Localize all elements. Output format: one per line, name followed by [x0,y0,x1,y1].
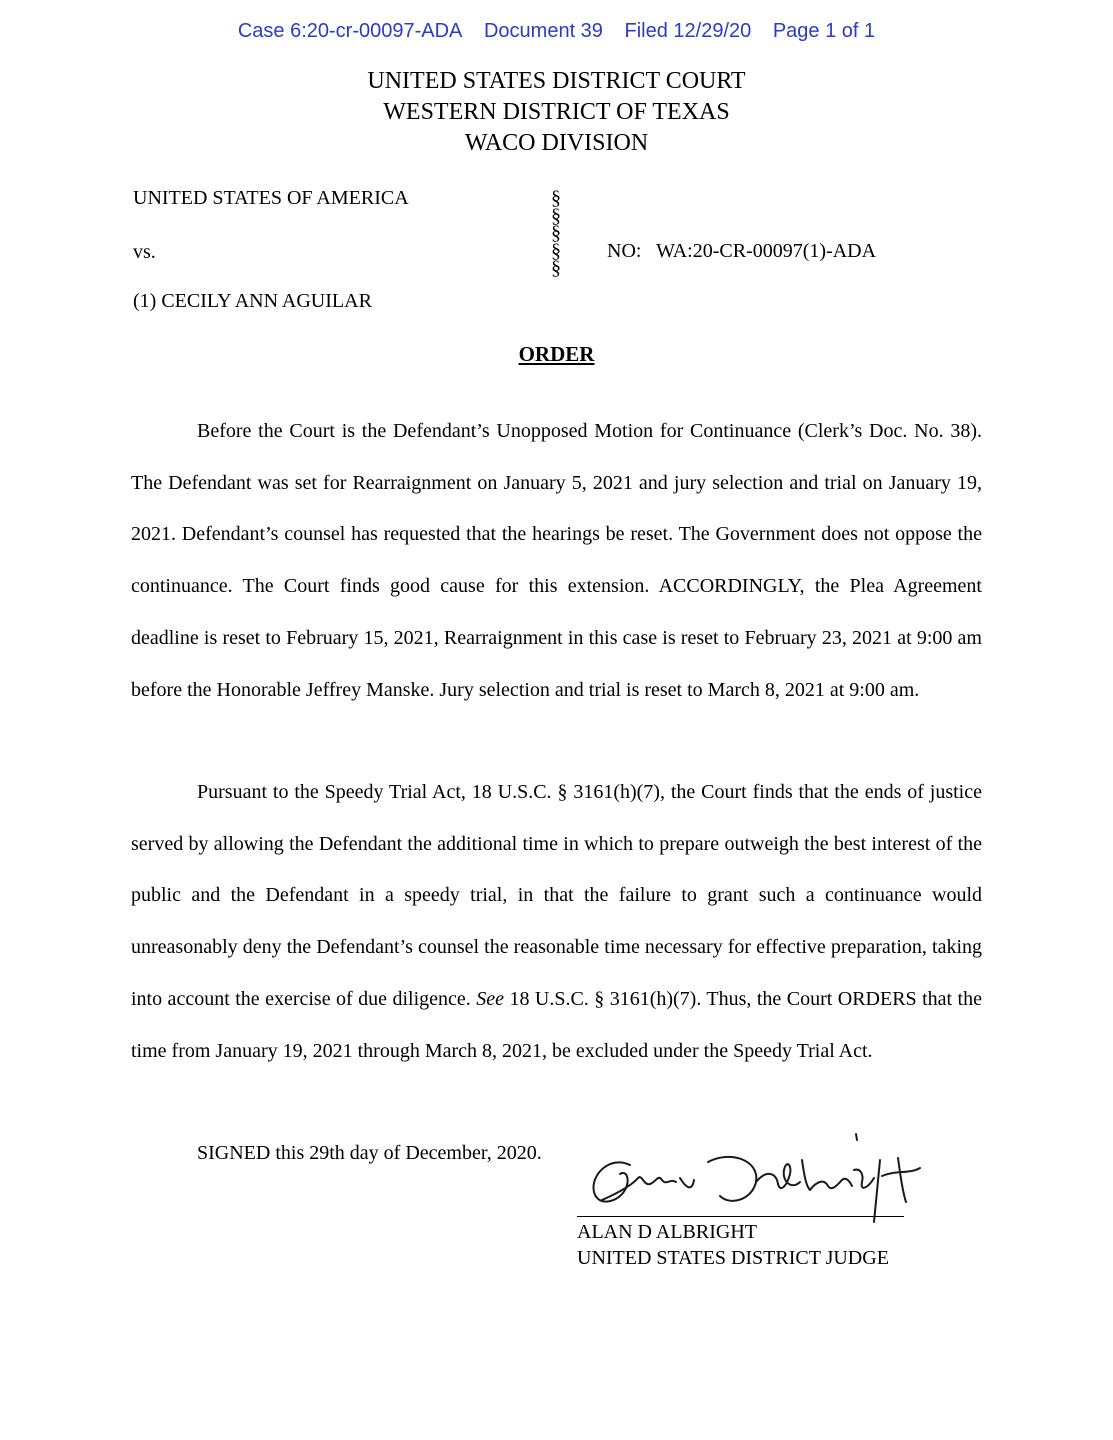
signature-line [577,1216,904,1217]
caption-plaintiff: UNITED STATES OF AMERICA [133,187,409,209]
court-division: WACO DIVISION [464,130,649,156]
judge-name: ALAN D ALBRIGHT [577,1221,757,1243]
section-mark: § [551,187,561,209]
paragraph-2-text [131,767,982,1077]
paragraph-2-part-1: Pursuant to the Speedy Trial Act, 18 U.S.C. § 3161(h)(7), the Court finds that the ends of justice served by allowing the Defendant the additional time in which to prepare outweigh the best interest of the public and the Defendant in a speedy trial, in that the failure to grant such a continuance would unreasonably deny the Defendant’s counsel the reasonable time necessary for effective preparation, taking into account the exercise of due diligence. [131,781,982,1010]
court-district: WESTERN DISTRICT OF TEXAS [383,99,730,125]
paragraph-1-text: Before the Court is the Defendant’s Unopposed Motion for Continuance (Clerk’s Doc. No. 38). The Defendant was set for Rearraignment on January 5, 2021 and jury selection and trial on January 19, 2021. Defendant’s counsel has requested that the hearings be reset. The Government does not oppose the continuance. The Court finds good cause for this extension. ACCORDINGLY, the Plea Agreement deadline is reset to February 15, 2021, Rearraignment in this case is reset to February 23, 2021 at 9:00 am before the Honorable Jeffrey Manske. Jury selection and trial is reset to March 8, 2021 at 9:00 am. [131,420,982,701]
court-heading [0,66,1113,159]
caption-versus: vs. [133,241,156,263]
order-paragraph-1 [131,406,982,716]
paragraph-2-part-2: 18 U.S.C. § 3161(h)(7). Thus, the Court ORDERS that the time from January 19, 2021 through March 8, 2021, be excluded under the Speedy Trial Act. [131,987,982,1062]
case-number: NO: WA:20-CR-00097(1)-ADA [607,240,877,262]
section-mark: § [551,239,561,262]
section-mark-column [551,187,561,279]
caption-defendant: (1) CECILY ANN AGUILAR [133,290,372,312]
section-mark: § [551,222,561,244]
citation-signal-see: See [476,987,504,1010]
order-paragraph-2 [131,767,982,1077]
section-mark: § [551,204,561,227]
stamp-case-number: Case 6:20-cr-00097-ADA [237,20,463,42]
court-name: UNITED STATES DISTRICT COURT [367,68,746,94]
stamp-page-number: Page 1 of 1 [772,20,876,42]
ecf-header-stamp [0,20,1113,43]
section-mark: § [551,257,561,279]
order-title: ORDER [518,342,595,366]
judge-title: UNITED STATES DISTRICT JUDGE [577,1247,889,1269]
stamp-filed-date: Filed 12/29/20 [624,20,752,42]
signed-date-line: SIGNED this 29th day of December, 2020. [197,1142,542,1164]
stamp-document-number: Document 39 [483,20,603,42]
judge-signature-block [577,1219,889,1271]
